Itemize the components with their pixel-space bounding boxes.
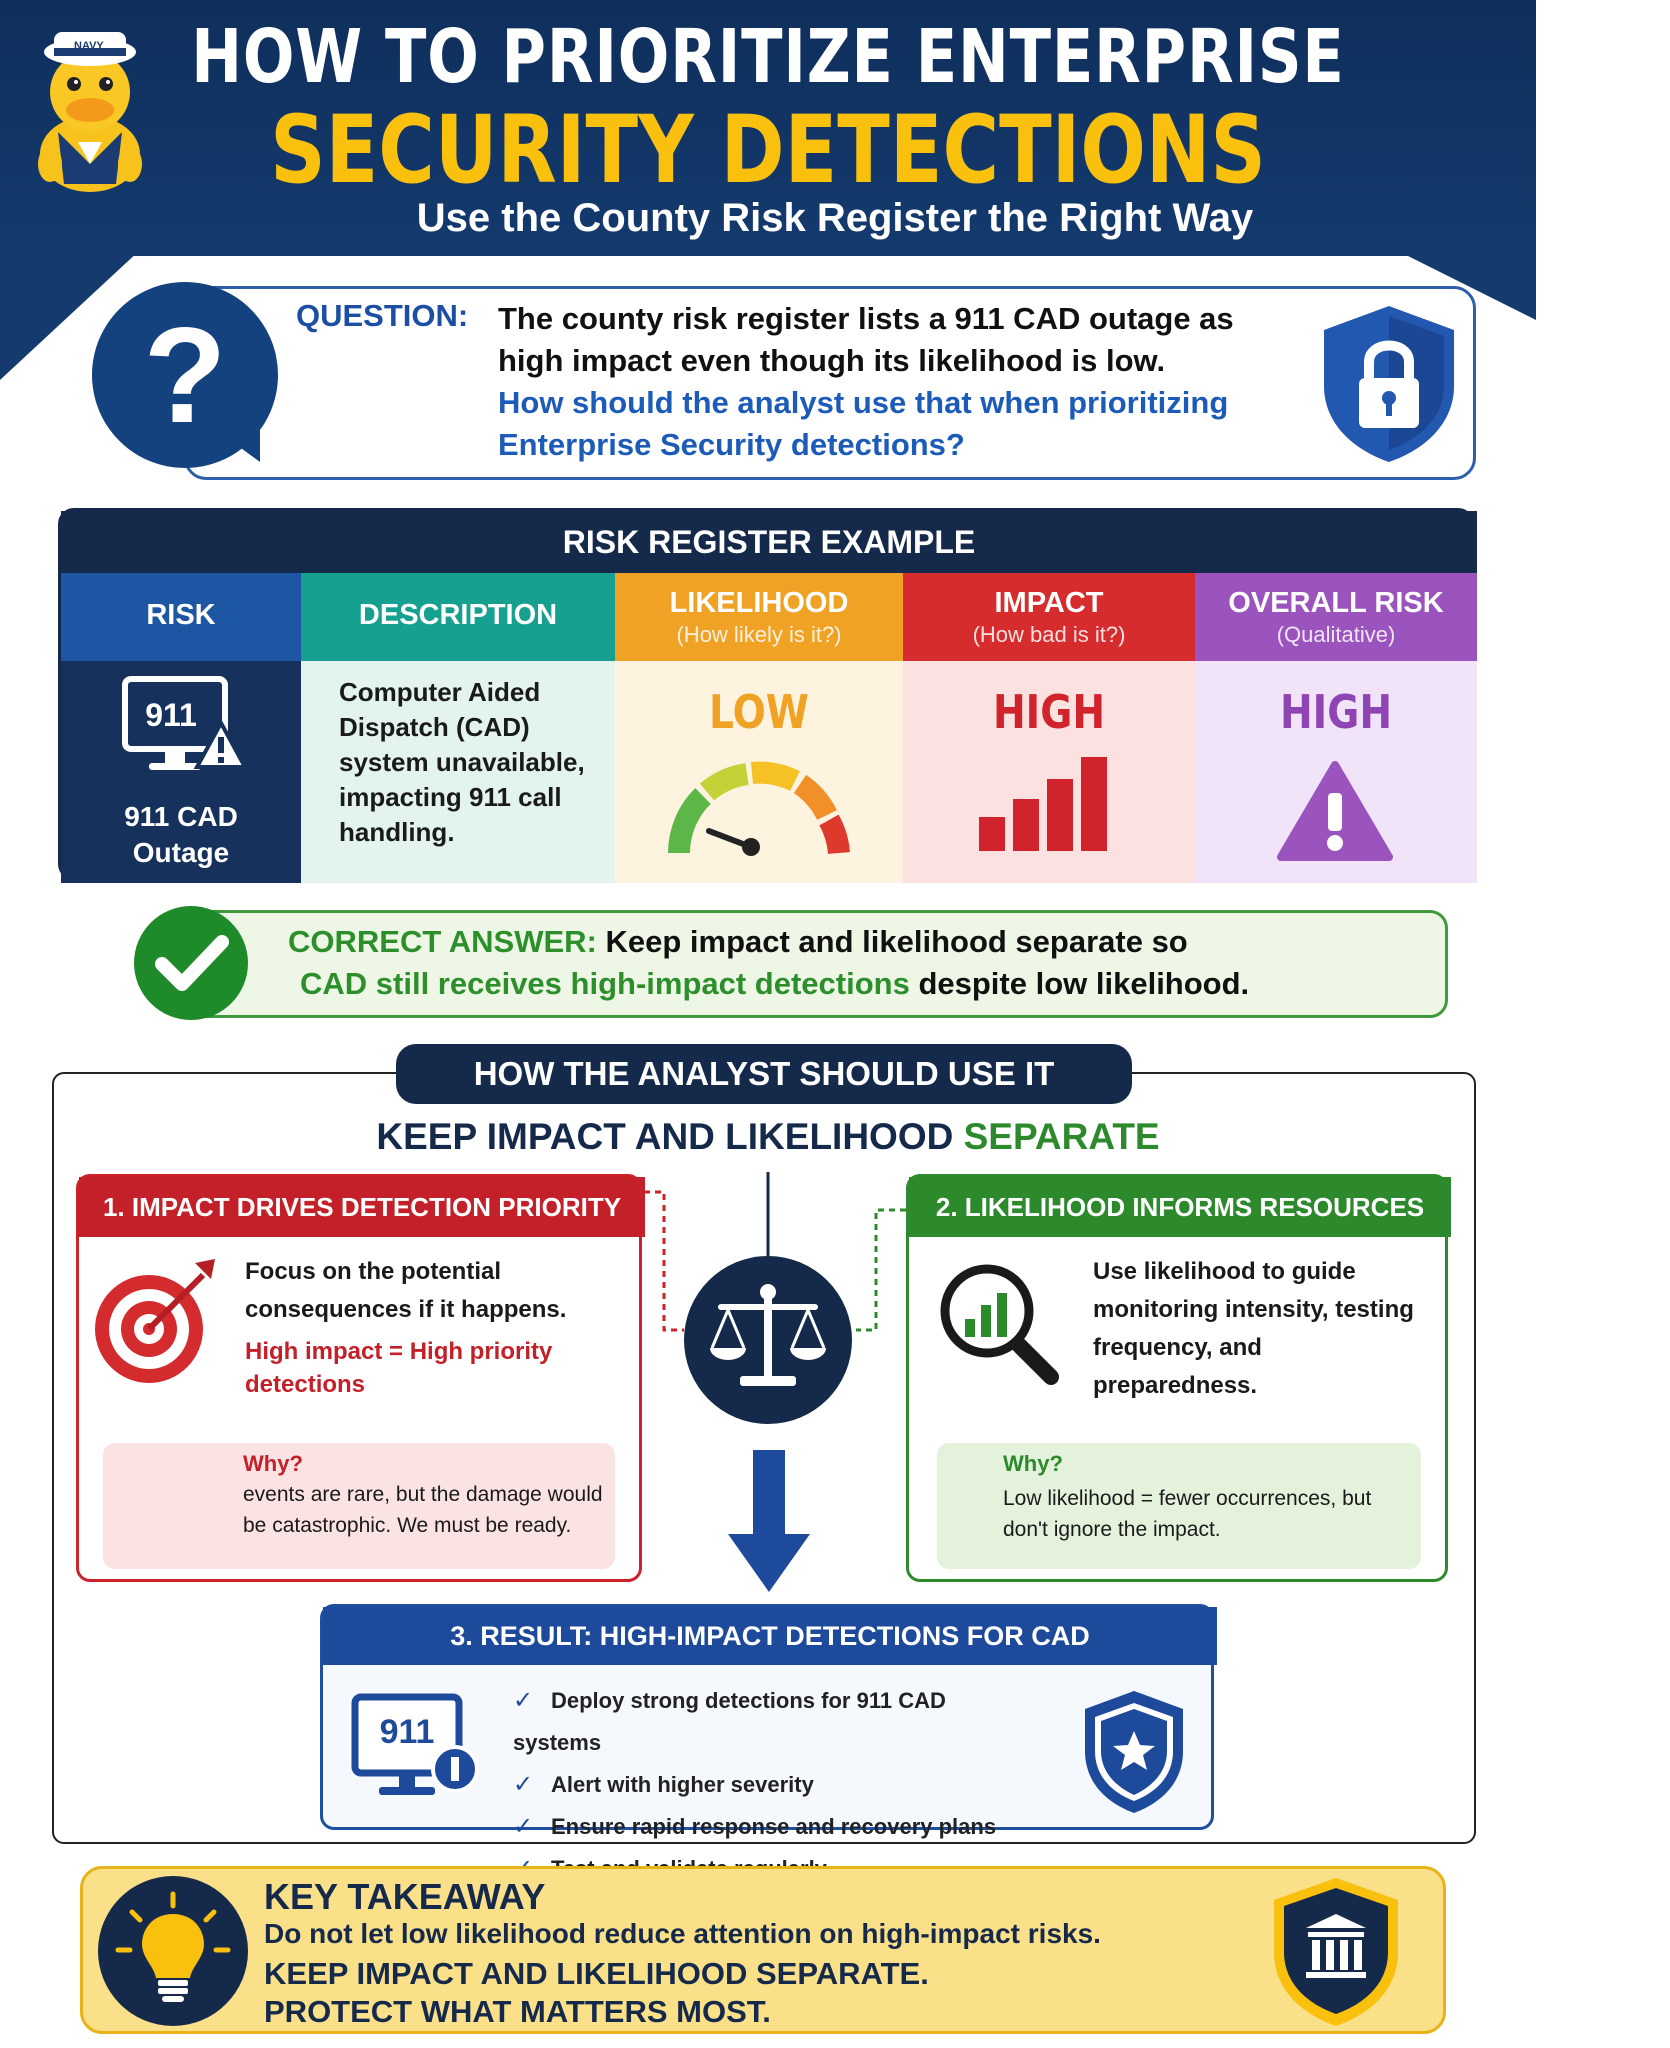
column-header-impact-sub: (How bad is it?) — [972, 622, 1126, 647]
column-header-risk-title: RISK — [146, 599, 216, 631]
correct-answer-label: CORRECT ANSWER: — [288, 924, 597, 959]
question-label: QUESTION: — [296, 298, 469, 333]
impact-why-box — [103, 1443, 615, 1569]
result-item-text: Deploy strong detections for 911 CAD systems — [513, 1688, 946, 1755]
overall-risk-cell — [1195, 661, 1477, 883]
monitor-info-icon — [351, 1693, 483, 1813]
correct-answer-line2 — [300, 966, 1249, 1002]
impact-card-highlight: High impact = High priority detections — [245, 1338, 553, 1398]
impact-card-title: 1. IMPACT DRIVES DETECTION PRIORITY — [79, 1177, 645, 1237]
result-card-title: 3. RESULT: HIGH-IMPACT DETECTIONS FOR CAD — [323, 1607, 1217, 1665]
correct-answer-text1: Keep impact and likelihood separate so — [605, 924, 1188, 959]
check-icon: ✓ — [513, 1687, 534, 1714]
magnifier-chart-icon — [937, 1259, 1061, 1389]
shield-star-icon — [1079, 1687, 1189, 1817]
result-card — [320, 1604, 1214, 1840]
risk-monitor-text: 911 — [145, 697, 197, 733]
takeaway-line3: PROTECT WHAT MATTERS MOST. — [264, 1994, 771, 2029]
subtitle-part2: SEPARATE — [963, 1116, 1160, 1157]
column-header-overall-sub: (Qualitative) — [1276, 622, 1396, 647]
correct-answer-highlight: CAD still receives high-impact detections — [300, 966, 910, 1001]
shield-building-icon — [1268, 1874, 1404, 2030]
bar-chart-high-icon — [975, 755, 1123, 855]
column-header-overall-risk — [1195, 573, 1477, 661]
gauge-low-icon — [669, 763, 849, 863]
impact-value: HIGH — [992, 685, 1106, 739]
result-item — [513, 1807, 1013, 1849]
likelihood-value: LOW — [709, 685, 809, 739]
result-monitor-text: 911 — [379, 1713, 435, 1751]
column-header-description — [301, 573, 615, 661]
likelihood-why-box — [937, 1443, 1421, 1569]
risk-description: Computer Aided Dispatch (CAD) system unavailable, impacting 911 call handling. — [339, 677, 585, 847]
check-icon: ✓ — [513, 1813, 534, 1840]
risk-name — [61, 799, 301, 871]
shield-lock-icon — [1316, 300, 1462, 466]
risk-table-title: RISK REGISTER EXAMPLE — [61, 511, 1477, 573]
takeaway-line1: Do not let low likelihood reduce attention on high-impact risks. — [264, 1918, 1101, 1949]
question-mark-icon: ? — [143, 299, 227, 451]
result-item-text: Alert with higher severity — [551, 1772, 814, 1797]
column-header-risk — [61, 573, 301, 661]
likelihood-cell — [615, 661, 903, 883]
risk-name-line1: 911 CAD — [124, 801, 238, 832]
risk-name-line2: Outage — [132, 837, 230, 868]
down-arrow-icon — [726, 1450, 812, 1596]
column-header-impact-title: IMPACT — [994, 587, 1104, 619]
likelihood-card-title: 2. LIKELIHOOD INFORMS RESOURCES — [909, 1177, 1451, 1237]
column-header-overall-title: OVERALL RISK — [1228, 587, 1444, 619]
column-header-description-title: DESCRIPTION — [358, 599, 558, 631]
impact-why-title: Why? — [243, 1451, 303, 1476]
target-icon — [91, 1257, 221, 1387]
takeaway-line2: KEEP IMPACT AND LIKELIHOOD SEPARATE. — [264, 1956, 929, 1991]
analyst-usage-title: HOW THE ANALYST SHOULD USE IT — [396, 1044, 1132, 1104]
check-icon: ✓ — [513, 1771, 534, 1798]
result-item — [513, 1765, 1013, 1807]
risk-cell — [61, 661, 301, 883]
column-header-likelihood-title: LIKELIHOOD — [669, 587, 849, 619]
likelihood-resources-card — [906, 1174, 1448, 1582]
result-list — [513, 1681, 1013, 1891]
likelihood-why-title: Why? — [1003, 1451, 1063, 1476]
likelihood-why-text: Low likelihood = fewer occurrences, but don't ignore the impact. — [1003, 1487, 1372, 1541]
result-item-text: Ensure rapid response and recovery plans — [551, 1814, 997, 1839]
analyst-usage-subtitle — [0, 1116, 1536, 1158]
impact-priority-card — [76, 1174, 642, 1582]
impact-card-text: Focus on the potential consequences if it happens. — [245, 1258, 567, 1323]
lightbulb-icon — [110, 1888, 236, 2014]
column-header-likelihood-sub: (How likely is it?) — [676, 622, 842, 647]
page-subtitle: Use the County Risk Register the Right Way — [416, 196, 1254, 240]
warning-triangle-icon — [1275, 759, 1395, 863]
page-title-line1: HOW TO PRIORITIZE ENTERPRISE — [191, 14, 1345, 100]
impact-cell — [903, 661, 1195, 883]
description-cell — [301, 661, 615, 883]
page-title-line2: SECURITY DETECTIONS — [270, 96, 1266, 205]
correct-answer-text2: despite low likelihood. — [918, 966, 1250, 1001]
correct-answer-line1 — [288, 924, 1188, 960]
risk-register-table — [58, 508, 1474, 880]
question-prompt: How should the analyst use that when prioritizing Enterprise Security detections? — [498, 385, 1229, 462]
likelihood-card-text: Use likelihood to guide monitoring intensity, testing frequency, and preparedness. — [1093, 1258, 1414, 1399]
result-item — [513, 1681, 1013, 1765]
column-header-impact — [903, 573, 1195, 661]
subtitle-part1: KEEP IMPACT AND LIKELIHOOD — [376, 1116, 954, 1157]
column-header-likelihood — [615, 573, 903, 661]
mascot-cap-text: NAVY — [74, 40, 104, 52]
overall-risk-value: HIGH — [1279, 685, 1393, 739]
takeaway-title: KEY TAKEAWAY — [264, 1876, 546, 1917]
question-text: The county risk register lists a 911 CAD outage as high impact even though its likelihood is low. — [498, 301, 1234, 378]
checkmark-icon — [154, 930, 230, 996]
balance-scale-icon — [704, 1278, 832, 1402]
impact-why-text: events are rare, but the damage would be catastrophic. We must be ready. — [243, 1483, 603, 1537]
